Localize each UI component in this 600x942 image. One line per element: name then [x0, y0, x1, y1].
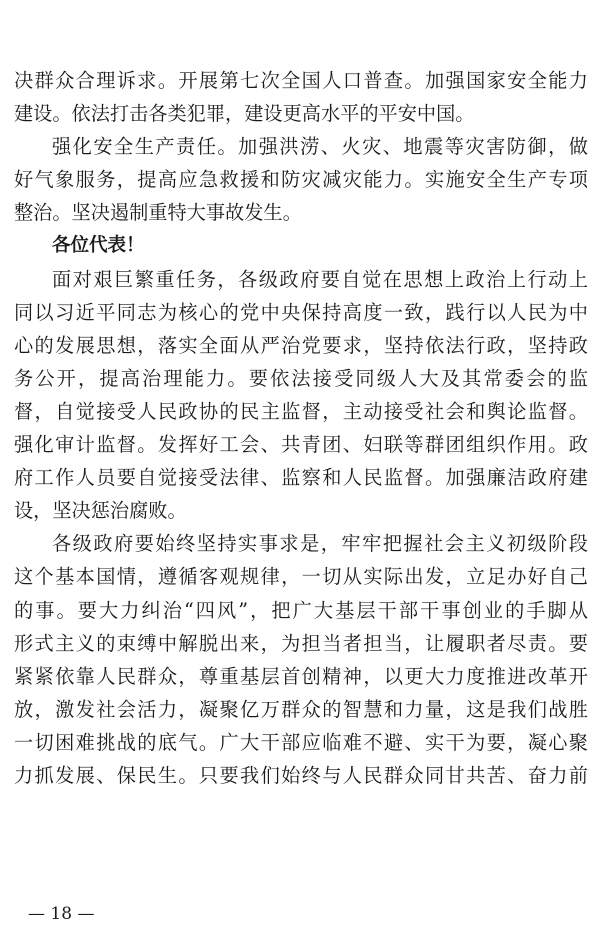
text-line: 形式主义的束缚中解脱出来，为担当者担当，让履职者尽责。要	[14, 631, 588, 655]
text-line: 力抓发展、保民生。只要我们始终与人民群众同甘共苦、奋力前	[14, 763, 588, 787]
text-line: 整治。坚决遏制重特大事故发生。	[14, 201, 302, 225]
paragraph-public-security	[14, 64, 588, 130]
heading-text: 各位代表！	[52, 235, 145, 257]
text-line: 强化安全生产责任。加强洪涝、火灾、地震等灾害防御，做	[52, 135, 588, 159]
text-line: 建设。依法打击各类犯罪，建设更高水平的平安中国。	[14, 102, 475, 126]
text-line: 紧紧依靠人民群众，尊重基层首创精神，以更大力度推进改革开	[14, 664, 588, 688]
paragraph-work-safety	[14, 130, 588, 229]
text-line: 放，激发社会活力，凝聚亿万群众的智慧和力量，这是我们战胜	[14, 697, 588, 721]
text-line: 决群众合理诉求。开展第七次全国人口普查。加强国家安全能力	[14, 69, 588, 92]
text-line: 同以习近平同志为核心的党中央保持高度一致，践行以人民为中	[14, 300, 588, 324]
paragraph-government-conduct	[14, 263, 588, 528]
text-line: 好气象服务，提高应急救援和防灾减灾能力。实施安全生产专项	[14, 168, 588, 192]
text-line: 设，坚决惩治腐败。	[14, 499, 187, 523]
text-line: 督，自觉接受人民政协的民主监督，主动接受社会和舆论监督。	[14, 399, 588, 423]
text-line: 强化审计监督。发挥好工会、共青团、妇联等群团组织作用。政	[14, 433, 588, 457]
section-heading	[14, 229, 588, 262]
document-body	[14, 64, 588, 792]
text-line: 各级政府要始终坚持实事求是，牢牢把握社会主义初级阶段	[52, 532, 588, 556]
text-line: 面对艰巨繁重任务，各级政府要自觉在思想上政治上行动上	[52, 267, 588, 291]
text-line: 务公开，提高治理能力。要依法接受同级人大及其常委会的监	[14, 366, 588, 390]
text-line: 这个基本国情，遵循客观规律，一切从实际出发，立足办好自己	[14, 565, 588, 589]
text-line: 的事。要大力纠治“四风”，把广大基层干部干事创业的手脚从	[14, 598, 588, 622]
text-line: 府工作人员要自觉接受法律、监察和人民监督。加强廉洁政府建	[14, 466, 588, 490]
paragraph-seek-truth	[14, 527, 588, 792]
page-number: — 18 —	[28, 904, 95, 924]
text-line: 心的发展思想，落实全面从严治党要求，坚持依法行政，坚持政	[14, 333, 588, 357]
text-line: 一切困难挑战的底气。广大干部应临难不避、实干为要，凝心聚	[14, 730, 588, 754]
